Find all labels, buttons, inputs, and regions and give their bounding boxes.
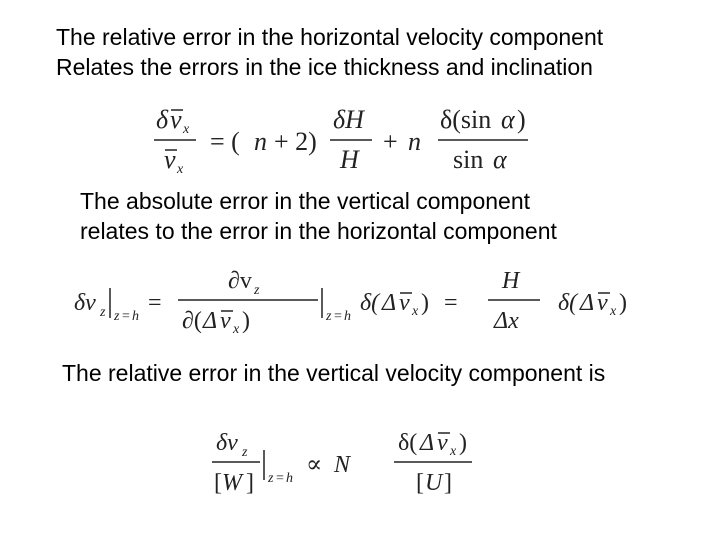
svg-text:Δ: Δ [203,308,218,334]
svg-text:Δ: Δ [382,290,397,316]
svg-text:z: z [326,309,332,324]
svg-text:=: = [276,471,284,486]
svg-text:]: ] [246,470,254,496]
svg-text:N: N [334,452,351,478]
svg-text:v: v [164,145,176,174]
svg-text:z: z [268,471,274,486]
svg-text:x: x [177,162,184,177]
text-line-2: Relates the errors in the ice thickness and inclination [56,54,593,80]
svg-text:): ) [242,308,250,334]
equation-horizontal-relative-error [150,98,570,182]
equation-vertical-absolute-error [70,264,670,344]
intro-text-vertical-absolute [80,186,557,246]
svg-text:Δ: Δ [420,430,435,456]
svg-text:v: v [597,290,608,316]
svg-text:): ) [517,105,526,134]
svg-text:sin: sin [453,145,484,174]
svg-text:W: W [222,470,242,496]
equation-vertical-relative-error [208,422,508,506]
svg-text:): ) [619,290,627,316]
svg-text:]: ] [444,470,452,496]
svg-text:h: h [344,309,351,324]
svg-text:n: n [408,127,421,156]
svg-text:δ(: δ( [360,290,380,316]
svg-text:v: v [220,308,231,334]
svg-text:[: [ [214,470,222,496]
equation-1-svg [150,98,570,182]
svg-text:n: n [254,127,267,156]
svg-text:δ(: δ( [398,430,418,456]
svg-text:z: z [254,283,260,298]
svg-text:H: H [502,268,520,294]
svg-text:=: = [148,290,162,316]
equation-2-svg [70,264,670,344]
svg-text:x: x [610,304,617,319]
svg-text:δv: δv [216,430,238,456]
svg-text:δH: δH [333,105,364,134]
svg-text:): ) [459,430,467,456]
text-line-4: relates to the error in the horizontal component [80,218,557,244]
svg-text:v: v [399,290,410,316]
equation-3-svg [208,422,508,506]
svg-text:x: x [450,444,457,459]
svg-text:): ) [421,290,429,316]
svg-text:v: v [170,105,182,134]
text-line-3: The absolute error in the vertical component [80,188,531,214]
svg-text:α: α [493,145,507,174]
svg-text:z: z [242,445,248,460]
svg-text:δ(: δ( [558,290,578,316]
svg-text:x: x [412,304,419,319]
svg-text:x: x [183,122,190,137]
svg-text:∂v: ∂v [228,268,252,294]
intro-text-horizontal [56,22,603,82]
svg-text:U: U [425,470,443,496]
svg-text:x: x [233,322,240,337]
svg-text:∂(: ∂( [182,308,202,334]
svg-text:= (: = ( [210,127,240,156]
svg-text:v: v [437,430,448,456]
text-line-1: The relative error in the horizontal velocity component [56,24,604,50]
svg-text:H: H [340,145,359,174]
svg-text:∝: ∝ [306,452,323,478]
intro-text-vertical-relative [62,358,605,388]
svg-text:h: h [286,471,293,486]
svg-text:z: z [114,309,120,324]
svg-text:=: = [122,309,130,324]
svg-text:δ: δ [156,105,169,134]
svg-text:=: = [444,290,458,316]
svg-text:δv: δv [74,290,96,316]
svg-text:h: h [132,309,139,324]
svg-text:+: + [383,127,398,156]
svg-text:Δx: Δx [494,308,519,334]
svg-text:α: α [501,105,515,134]
svg-text:Δ: Δ [580,290,595,316]
text-line-5: The relative error in the vertical velocity component is [62,360,606,386]
svg-text:[: [ [416,470,424,496]
svg-text:z: z [100,305,106,320]
svg-text:+ 2): + 2) [274,127,317,156]
svg-text:=: = [334,309,342,324]
svg-text:δ(sin: δ(sin [440,105,492,134]
